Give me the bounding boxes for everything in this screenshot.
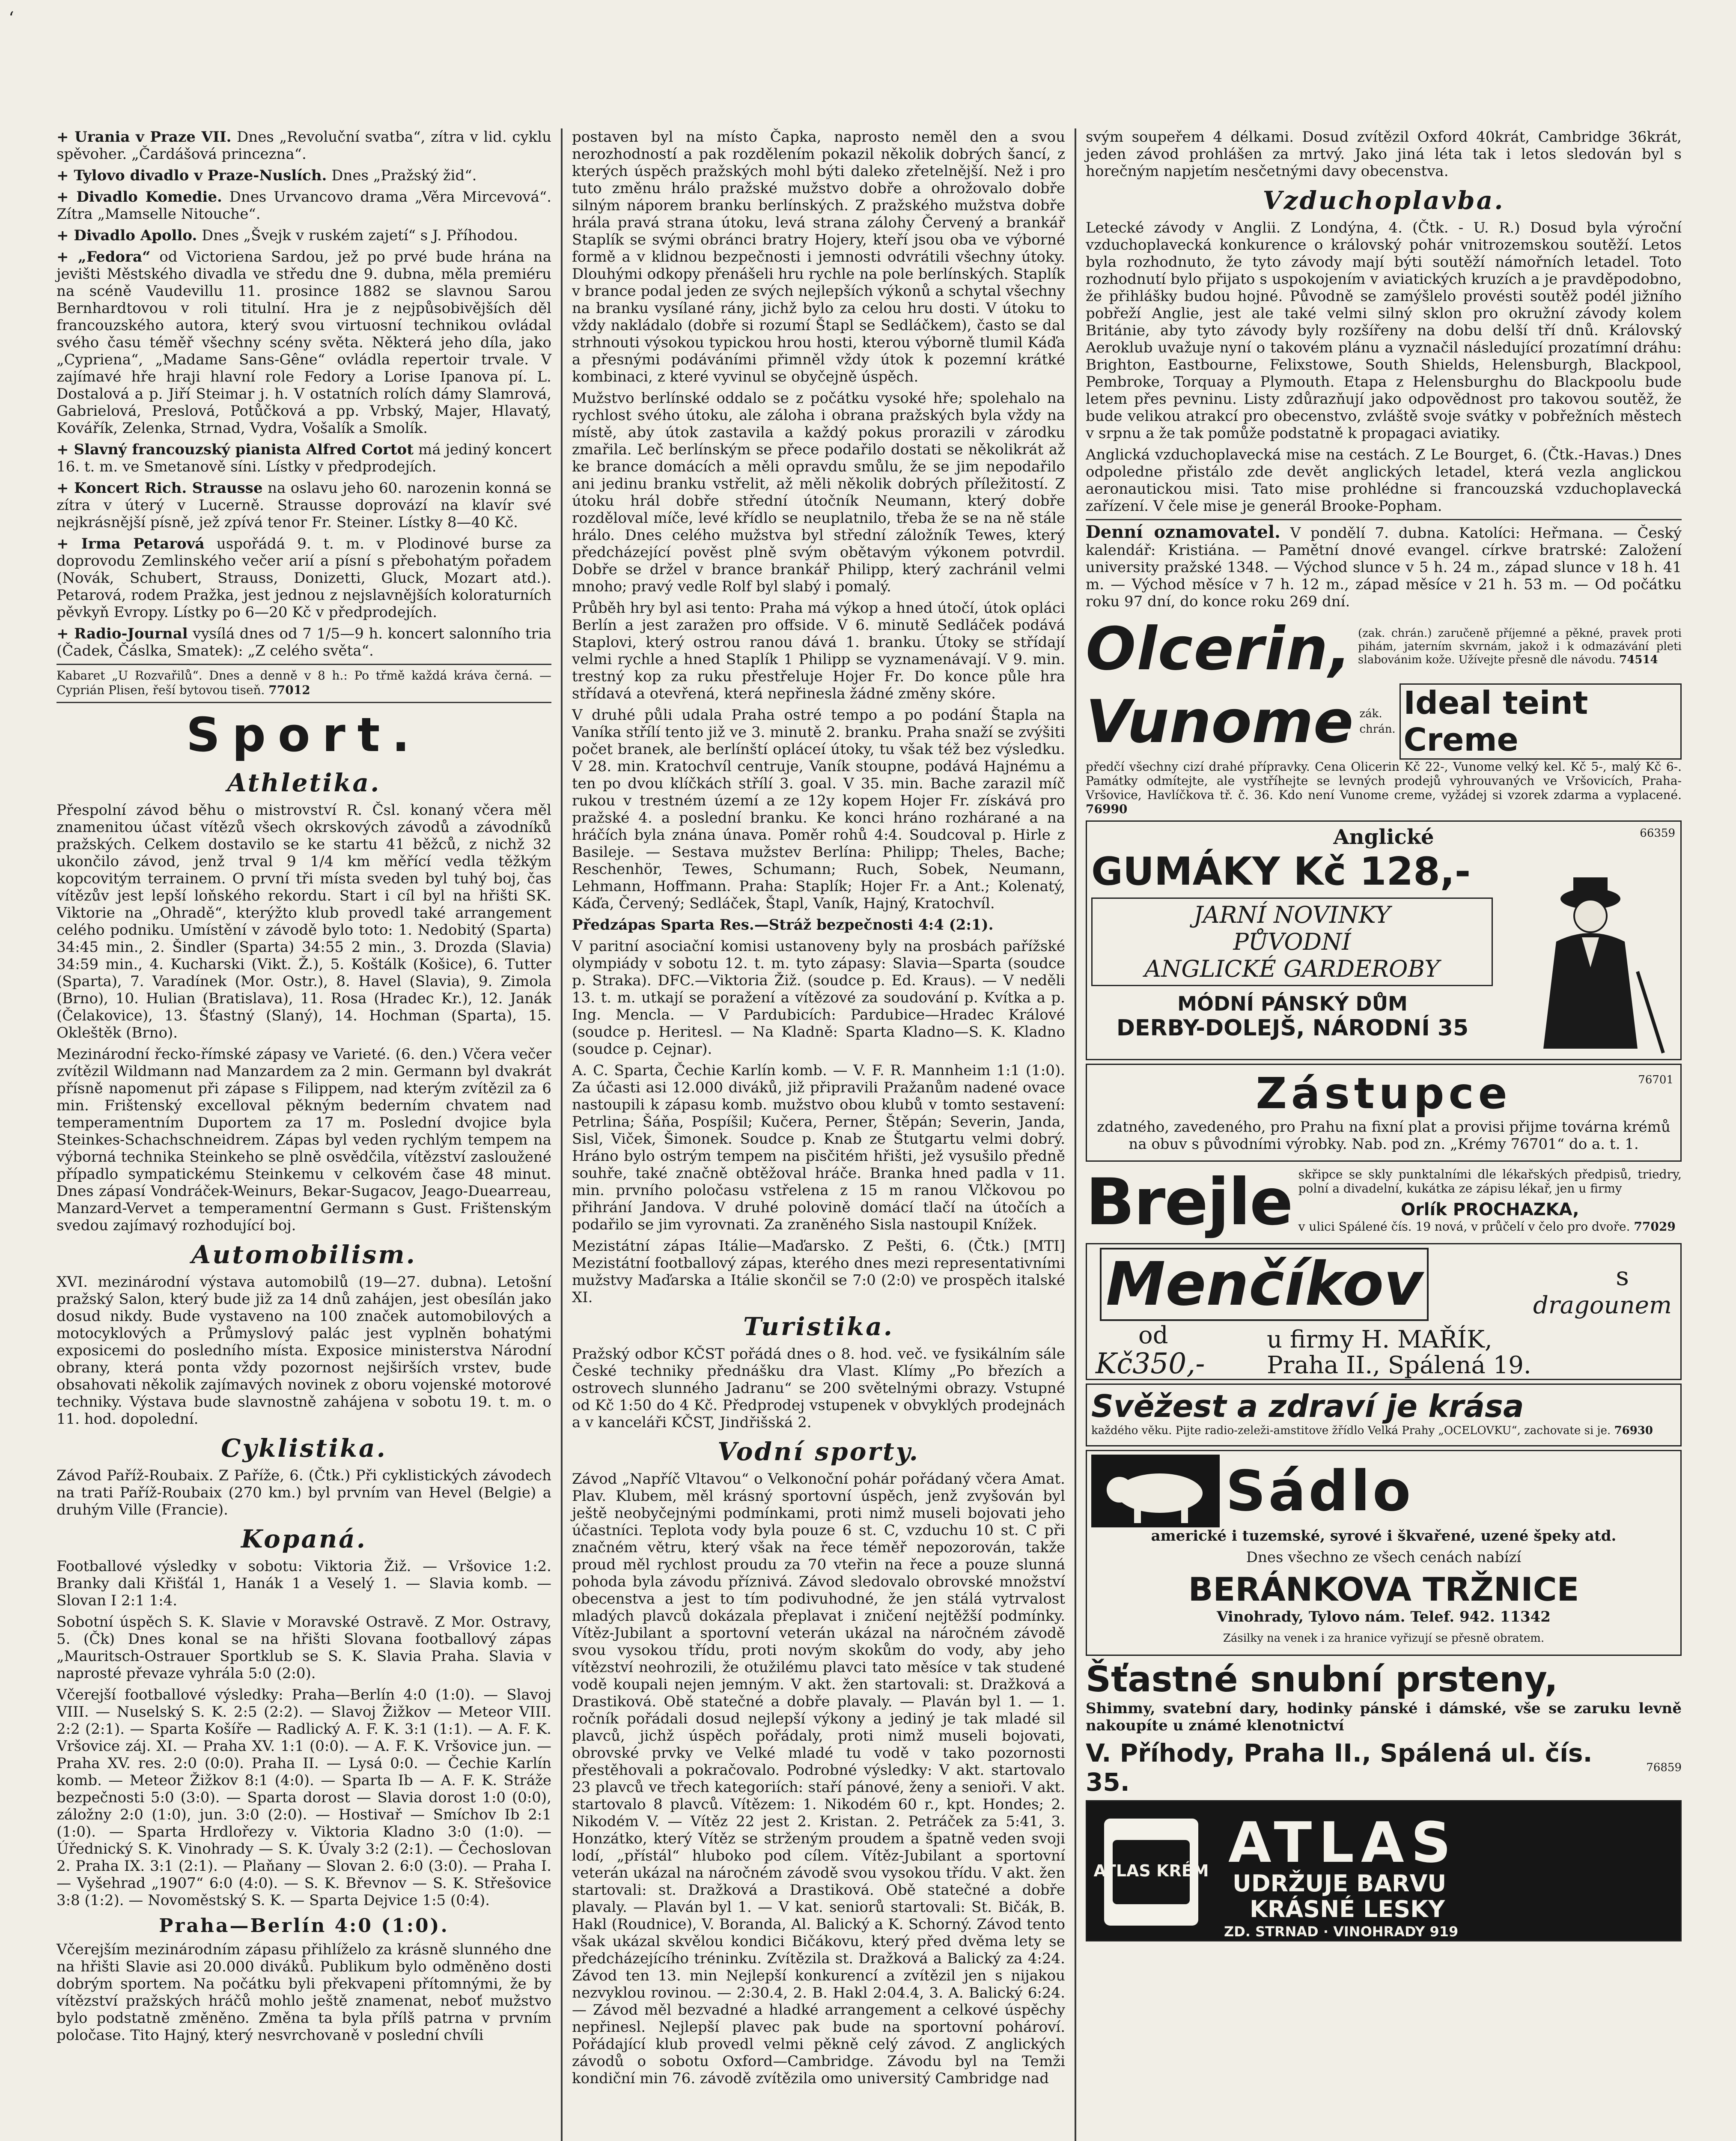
- aviation-heading: Vzduchoplavba.: [1263, 186, 1505, 215]
- match-report: Mužstvo berlínské oddalo se z počátku vysoké hře; spolehalo na rychlost svého útoku, ale záloha i obrana pražských byla vždy na místě, aby útok zastavila a každý pokus prorazili v zárodku zmařila. Leč berlínským se přece podařilo dostati se několikrát až ke brance domácích a měli opravdu smůlu, že se jim nepodařilo ani jedinu branku vstřelit, až měli několik dobrých příležitostí. Z útoku hrál dobře střední útočník Neumann, který dobře rozděloval míče, levé křídlo se neuplatnilo, třeba že se na ně stále hrálo. Dnes celého mužstva byl střední záložník Tewes, který předcházející pověst plně svým obětavým výkonem potvrdil. Dobře se držel v brance brankář Philipp, který zachránil velmi mnoho; pravý vedle Rolf byl slabý i pomalý.: [572, 390, 1065, 595]
- column-3: [1075, 128, 1691, 2141]
- match-report: V druhé půli udala Praha ostré tempo a po podání Štapla na Vaníka střílí tento již ve 3. minutě 2. branku. Praha snaží se zvýšiti počet branek, ale berlínští opláceí útoky, tu však též bez výsledku. V 28. min. Kratochvíl centruje, Vaník stoupne, podává Hajnému a ten po dvou klíčkách střílí 3. goal. V 35. min. Bache zarazil míč rukou v trestném území a ze 12y kopem Hojer Fr. získává pro pražské 4. a poslední branku. Ke konci hráno rozhárané a na hráčích byla znána únava. Poměr rohů 4:4. Soudcoval p. Hirle z Basileje. — Sestava mužstev Berlína: Philipp; Theles, Bache; Reschenhör, Tewes, Schumann; Ruch, Sobek, Neumann, Lehmann, Hoffmann. Praha: Staplík; Hojer Fr. a Ant.; Kolenatý, Káďa, Červený; Sedláček, Štapl, Vaník, Hajný, Kratochvíl.: [572, 707, 1065, 912]
- praha-berlin-heading: Praha—Berlín 4:0 (1:0).: [159, 1915, 449, 1937]
- tourism-heading: Turistika.: [743, 1312, 894, 1341]
- football-text: Sobotní úspěch S. K. Slavie v Moravské Ostravě. Z Mor. Ostravy, 5. (Čk) Dnes konal se na hřišti Slovana footballový zápas „Mauritsch-Ostrauer Sportklub se S. K. Slavia Praha. Slavia v naprosté převaze vyhrála 5:0 (2:0).: [57, 1613, 551, 1682]
- italy-hungary-text: Mezistátní zápas Itálie—Maďarsko. Z Pešti, 6. (Čtk.) [MTI] Mezistátní footballový zápas, kterého dnes mezi representativními mužstvy Maďarska a Itálie skončil se 7:0 (2:0) ve prospěch italské XI.: [572, 1237, 1065, 1306]
- mencikov-logo: Menčíkov: [1100, 1248, 1429, 1321]
- theatre-section: [57, 128, 551, 659]
- theatre-item: + Radio-Journal vysílá dnes od 7 1/5—9 h. koncert salonního tria (Čadek, Čáslka, Smatek): „Z celého světa“.: [57, 625, 551, 659]
- newspaper-page: [47, 128, 1691, 2141]
- daily-notice: Denní oznamovatel. V pondělí 7. dubna. Katolíci: Heřmana. — Český kalendář: Kristiána. — Pamětní dnové evangel. církve bratrské: Založení university pražské 1348. — Východ slunce v 5 h. 24 m., západ slunce v 18 h. 41 m. — Východ měsíce v 7 h. 12 m., západ měsíce v 21 h. 53 m. — Od počátku roku 97 dní, do konce roku 269 dní.: [1086, 522, 1682, 610]
- ideal-teint-logo: Ideal teint Creme: [1400, 683, 1682, 760]
- theatre-item: + Koncert Rich. Strausse na oslavu jeho 60. narozenin konná se zítra v úterý v Lucerně. Strausse doprovází na klavír své nejkrásnější písně, jež zpívá tenor Fr. Steiner. Lístky 8—40 Kč.: [57, 480, 551, 531]
- prematch-result: Předzápas Sparta Res.—Stráž bezpečnosti 4:4 (2:1).: [572, 916, 994, 933]
- atlas-ad: ATLAS KRÉM ATLAS UDRŽUJE BARVU KRÁSNÉ LESKY ZD. STRNAD · VINOHRADY 919: [1086, 1800, 1682, 1941]
- corner-mark: ‘: [9, 9, 14, 28]
- automobilism-text: XVI. mezinárodní výstava automobilů (19—27. dubna). Letošní pražský Salon, který bude již za 14 dnů zahájen, jest obesílán jako dosud nikdy. Bude vystaveno na 100 značek automobilových a motocyklových a Průmyslový palác jest vyplněn bohatými exposicemi do posledního místa. Exposice ministerstva Národní obrany, která ponta vždy pozornost nejširších vrstev, bude obsahovati několik zajímavých novinek z oboru vojenské motorové techniky. Výstava bude slavnostně zahájena v sobotu 19. t. m. o 11. hod. dopolední.: [57, 1273, 551, 1428]
- zastupce-ad: Zástupce 76701 zdatného, zavedeného, pro Prahu na fixní plat a provisi přijme továrna krémů na obuv s původními výrobky. Nab. pod zn. „Krémy 76701“ do a. t. 1.: [1086, 1064, 1682, 1162]
- olcerin-text: (zak. chrán.) zaručeně příjemné a pěkné, pravek proti pihám, jaterním skvrnám, jakož i k odmazávání pleti slabovánim kože. Užívejte přesně dle návodu. 74514: [1358, 627, 1682, 666]
- wrestling-text: Mezinárodní řecko-římské zápasy ve Varieté. (6. den.) Včera večer zvítězil Wildmann nad Manzardem za 2 min. Germann byl dvakrát přísně napomenut při zápase s Filippem, nad kterým zvítězil za 6 min. Frištenský excelloval pěkným bederním chvatem nad temperamentním Duportem za 17 m. Poslední dvojice byla Steinkes-Schachschneidrem. Zápas byl veden rychlým tempem na výborná technika Steinkeho se plně osvědčila, vítězství zasloužené případlo sympatickému Steinkemu v celkovém čase 48 minut. Dnes zápasí Vondráček-Weinurs, Bekar-Sugacov, Jeago-Duearreau, Manzard-Vervet a temperamentní Germann s Gust. Frištenským svedou zajímavý rozhodující boj.: [57, 1046, 551, 1234]
- match-report: postaven byl na místo Čapka, naprosto neměl den a svou nerozhodností a pak rozdělením pokazil několik dobrých šancí, z kterých úspěch pražských mohl býti daleko zřetelnější. Než i pro tuto změnu hrálo pražské mužstvo dobře a ohrožovalo dobře silným náporem branku berlínských. Z pražského mužstva dobře hrála pravá strana útoku, levá strana zálohy Červený a brankář Staplík se svými obránci bratry Hojery, kteří jsou oba ve výborné formě a v klidnou bezpečnosti i jemnosti odvrátili všechny útoky. Dlouhými odkopy přenášeli hru rychle na pole berlínských. Staplík v brance podal jeden ze svých nejlepších výkonů a schytal všechny na branku vysílané rány, jichž bylo za celou hru dosti. V útoku to vždy nakládalo (dobře si rozumí Štapl se Sedláčkem), často se dal strhnouti výsokou typickou hrou hosti, kterou výborně tlumil Káďa a přesnými podáváními přimněl vždy útok k pozemní krátké kombinaci, z které vyvinul se obyčejně úspěch.: [572, 128, 1065, 385]
- praha-berlin-text: Včerejším mezinárodním zápasu přihlíželo za krásně slunného dne na hřišti Slavie asi 20.000 diváků. Publikum bylo odměněno dosti dobrým sportem. Na počátku byli překvapeni přítomnými, že by vítězství pražských hráčů mohlo ještě znamenat, neboť mužstvo bylo podstatně změněno. Změna ta byla přílš patrna v prvním poločase. Tito Hajný, který nesvrchovaně v poslední chvíli: [57, 1941, 551, 2044]
- olcerin-ad: Olcerin, (zak. chrán.) zaručeně příjemné a pěkné, pravek proti pihám, jaterním skvrnám, jakož i k odmazávání pleti slabovánim kože. Užívejte přesně dle návodu. 74514 Vunome zák. chrán. Ideal teint Creme předčí všechny cizí drahé přípravky. Cena Olicerin Kč 22-, Vunome velký kel. Kč 5-, malý Kč 6-. Památky odmítejte, ale vystříhejte se levných prodejů vyhrouvaných ve Vršovicích, Praha-Vršovice, Havlíčkova tř. č. 36. Kdo není Vunome creme, vyžádej si vzorek zdarma a vyplacené. 76990: [1086, 614, 1682, 816]
- theatre-item: + „Fedora“ od Victoriena Sardou, jež po prvé bude hrána na jevišti Městského divadla ve středu dne 9. dubna, měla premiéru na scéně Vaudevillu 11. prosince 1882 se slavnou Sarou Bernhardtovou v roli titulní. Hra je z nejpůsobivějších děl francouzského autora, který svou virtuosní technikou ovládal svého času téměř všechny scény světa. Některá jeho díla, jako „Cypriena“, „Madame Sans-Gêne“ ovládla repertoir trvale. V zajímavé hře hraji hlavní role Fedory a Lorise Ipanova pí. L. Dostalová a p. Jiří Steimar j. h. V ostatních rolích dámy Slamrová, Gabrielová, Preslová, Potůčková a pp. Vrbský, Majer, Hlavatý, Kovářík, Zelenka, Strnad, Vydra, Vošalík a Smolík.: [57, 248, 551, 437]
- cycling-heading: Cyklistika.: [221, 1434, 387, 1463]
- theatre-item: + Divadlo Komedie. Dnes Urvancovo drama „Věra Mircevová“. Zítra „Mamselle Nitouche“.: [57, 188, 551, 223]
- tourism-text: Pražský odbor KČST pořádá dnes o 8. hod. več. ve fysikálním sále České techniky přednášku dra Vlast. Klímy „Po březích a ostrovech slunného Jadranu“ se 200 světelnými obrazy. Vstupné od Kč 1:50 do 4 Kč. Předprodej vstupenek v obvyklých prodejnách a v kanceláři KČST, Jindřišská 2.: [572, 1345, 1065, 1431]
- athletics-text: Přespolní závod běhu o mistrovství R. Čsl. konaný včera měl znamenitou účast vítězů všech okrskových závodů a závodníků pražských. Celkem dostavilo se ke startu 41 běžců, z nichž 32 ukončilo závod, jenž trval 9 1/4 km měřící vedla těžkým kopcovitým terrainem. O první tři místa sveden byl tuhý boj, čas vítězův jest lepší loňského rekordu. Start i cíl byl na hřišti SK. Viktorie na „Ohradě“, kterýžto klub provedl také arrangement celého podniku. Umístění v závodě bylo toto: 1. Nedobitý (Sparta) 34:45 min., 2. Šindler (Sparta) 34:55 2 min., 3. Drozda (Slavia) 34:59 min., 4. Kucharski (Vikt. Ž.), 5. Koštálk (Košice), 6. Tutter (Sparta), 7. Varadínek (Mor. Ostr.), 8. Havel (Slavia), 9. Zimola (Brno), 10. Hulian (Bratislava), 11. Rosa (Hradec Kr.), 12. Janák (Čelakovice), 13. Šťastný (Slaný), 14. Hochman (Sparta), 15. Okleštěk (Brno).: [57, 802, 551, 1041]
- oxford-text: svým soupeřem 4 délkami. Dosud zvítězil Oxford 40krát, Cambridge 36krát, jeden závod prohlášen za mrtvý. Jako jiná léta tak i letos sledován byl s horečným napjetím nesčetnými davy obecenstva.: [1086, 128, 1682, 180]
- column-1: [47, 128, 561, 2141]
- cycling-text: Závod Paříž-Roubaix. Z Paříže, 6. (Čtk.) Při cyklistických závodech na trati Paříž-Roubaix (270 km.) byl prvním van Hevel (Belgie) a druhým Ville (Francie).: [57, 1467, 551, 1518]
- aviation-text: Letecké závody v Anglii. Z Londýna, 4. (Čtk. - U. R.) Dosud byla výroční vzduchoplavecká konkurence o královský pohár vnitrozemskou soutěží. Letos byla rozhodnuto, že tyto závody mají býti soutěží námořních letadel. Toto rozhodnutí bylo přijato s uspokojením v aviatických kruzích a je pravděpodobno, že přihlášky budou hojné. Původně se zamýšlelo provésti soutěž podél jižního pobřeží Anglie, jest ale také velmi silný sklon pro okružní závody kolem Británie, aby tyto závody byly rozšířeny na dobu delší tří dnů. Královský Aeroklub uvažuje nyní o takovém plánu a vyznačil následující prozatímní dráhu: Brighton, Eastbourne, Felixstowe, South Shields, Helensburgh, Blackpool, Pembroke, Torquay a Plymouth. Etapa z Helensburghu do Blackpoolu bude letem přes pevninu. Listy zdůrazňují jako odpovědnost pro takovou soutěž, že bude velikou atrakcí pro obecenstvo, zvláště svoje svátky v pobřežních městech v srpnu a že tak pomůže podstatně k propagaci aviatiky.: [1086, 219, 1682, 442]
- gumaky-title: GUMÁKY Kč 128,-: [1091, 849, 1471, 894]
- water-sports-text: Závod „Napříč Vltavou“ o Velkonoční pohár pořádaný včera Amat. Plav. Klubem, měl krásný sportovní úspěch, jenž zvyšován byl ještě neobyčejnými podmínkami, proti nimž museli bojovati jeho účastníci. Teplota vody byla pouze 6 st. C, vzduchu 10 st. C při značném větru, který však na řece téměř nepozorován, takže proud měl rychlost proudu za 70 vteřin na řece a pouze slunná pohoda byla závodu příznivá. Závod sledovalo obrovské množství obecenstva a jest to tím podivuhodné, že jen stálá vytrvalost mladých plavců dokázala přeplavat i zničení nejtěžší podmínky. Vítěz-Jubilant a sportovní veterán ukázal na náročném závodě svou vysokou třídu, proti novým skokům do vody, aby jeho vítězství neohrozili, že otužilému plavci tato měsíce v tak studené vodě koupali nejen jemným. V akt. žen startovali: st. Dražková a Drastiková. Obě statečné a dobře plavaly. — Plaván byl 1. — 1. ročník pořádali dosud nejlepší výkony a jediný je tak mladé sil plavců, jichž úspěch pořádaly, proti nimž museli bojovati, obrovské prvky ve Velké mladé tu vodě v tako pozornosti přestěhovali a pokračovalo. Podrobné výsledky: V akt. startovalo 23 plavců ve třech kategoriích: staří pánové, ženy a senioři. V akt. startovalo 8 plavců. Vítězem: 1. Nikodém 60 r., kpt. Hondes; 2. Nikodém V. — Vítěz 22 jest 2. Kristan. 2. Petráček za 5:41, 3. Honzátko, který Vítěz se strženým proudem a špatně veden svoji lodí, „přístál“ hluboko pod cílem. Vítěz-Jubilant a sportovní veterán ukázal na náročném závodě svou vysokou třídu. V akt. žen startovali: st. Dražková a Drastiková. Obě statečné a dobře plavaly. — Plaván byl 1. — V kat. seniorů startovali: St. Bičák, B. Hakl (Roudnice), V. Boranda, Al. Balický a K. Schorný. Závod tento však ukázal skvělou kondici Bičákovu, který před dvěma lety se předcházejícího tréninku. Zvítězila st. Dražková a Balický za 4:24. Závod ten 13. min Nejlepší konkurencí a zvítězil jen s nijakou nezvyklou rovinou. — 2:30.4, 2. B. Hakl 2:04.4, 3. A. Balický 6:24. — Závod měl bezvadné a hladké arrangement a celkové úspěchy nepřinesl. Nejlepší plavec pak bude na sportovní pohároví. Pořádající klub provedl velmi pěkně celý závod. Z anglických závodů o sobotu Oxford—Cambridge. Závodu byl na Temži kondiční min 76. závodě zvítězila omo universitý Cambridge nad: [572, 1470, 1065, 2087]
- football-text: Footballové výsledky v sobotu: Viktoria Žiž. — Vršovice 1:2. Branky dali Křišťál 1, Hanák 1 a Veselý 1. — Slavia komb. — Slovan I 2:1 1:4.: [57, 1558, 551, 1609]
- atlas-tin-illustration: [1093, 1814, 1209, 1930]
- theatre-item: + Slavný francouzský pianista Alfred Cortot má jediný koncert 16. t. m. ve Smetanově síni. Lístky v předprodejích.: [57, 441, 551, 475]
- athletics-heading: Athletika.: [227, 768, 381, 797]
- football-heading: Kopaná.: [241, 1524, 367, 1554]
- automobilism-heading: Automobilism.: [191, 1240, 417, 1269]
- theatre-item: + Tylovo divadlo v Praze-Nuslích. Dnes „Pražský žid“.: [57, 167, 477, 184]
- mencikov-ad: Menčíkov s dragounem od Kč350,- u firmy H. MAŘÍK, Praha II., Spálená 19.: [1086, 1243, 1682, 1380]
- sport-heading: Sport.: [186, 707, 422, 762]
- sadlo-ad: Sádlo americké i tuzemské, syrové i škvařené, uzené špeky atd. Dnes všechno ze všech cenách nabízí BERÁNKOVA TRŽNICE Vinohrady, Tylovo nám. Telef. 942. 11342 Zásilky na venek i za hranice vyřizují se přesně obratem.: [1086, 1450, 1682, 1656]
- pig-illustration: [1091, 1455, 1220, 1527]
- fixtures-text: V paritní asociační komisi ustanoveny byly na prosbách pařížské olympiády v sobotu 12. t. m. tyto zápasy: Slavia—Sparta (soudce p. Straka). DFC.—Viktoria Žiž. (soudce p. Ed. Kraus). — V neděli 13. t. m. utkají se poražení a vítězové za soudování p. Kvítka a p. Ing. Mencla. — V Pardubicích: Pardubice—Hradec Králové (soudce p. Heritesl. — Na Kladně: Sparta Kladno—S. K. Kladno (soudce p. Cejnar).: [572, 938, 1065, 1058]
- theatre-item: + Divadlo Apollo. Dnes „Švejk v ruském zajetí“ s J. Příhodou.: [57, 227, 518, 244]
- sparta-mannheim-text: A. C. Sparta, Čechie Karlín komb. — V. F. R. Mannheim 1:1 (1:0). Za účasti asi 12.000 diváků, již připravili Pražanům nadené ovace nastoupili k zápasu komb. mužstvo obou klubů v tomto sestavení: Petrlina; Šáňa, Pospíšil; Kučera, Perner, Štěpán; Severin, Janda, Sisl, Viček, Šimonek. Soudce p. Knab ze Štutgartu velmi dobrý. Hráno bylo ostrým tempem na pisčitém hřišti, jež vysušilo předně souhře, také značně obtěžoval hráče. Branka hned padla v 11. min. prvního poločasu vstřelena z 15 m ranou Vlčkovou po přihrání Jandova. V druhé polovině domácí tlačí na útočích a podařilo se jim vyrovnati. Za zraněného Sisla nastoupil Knížek.: [572, 1062, 1065, 1233]
- column-2: [561, 128, 1075, 2141]
- atlas-tin-label: ATLAS KRÉM: [1093, 1861, 1209, 1880]
- kabaret-ad: Kabaret „U Rozvařilů“. Dnes a denně v 8 h.: Po třmě každá kráva černá. — Cyprián Plisen, řeší bytovou tiseň. 77012: [57, 668, 551, 697]
- vunome-text: předčí všechny cizí drahé přípravky. Cena Olicerin Kč 22-, Vunome velký kel. Kč 5-, malý Kč 6-. Památky odmítejte, ale vystříhejte se levných prodejů vyhrouvaných ve Vršovicích, Praha-Vršovice, Havlíčkova tř. č. 36. Kdo není Vunome creme, vyžádej si vzorek zdarma a vyplacené. 76990: [1086, 760, 1682, 816]
- water-sports-heading: Vodní sporty.: [718, 1437, 920, 1466]
- gumaky-ad: Anglické 66359 GUMÁKY Kč 128,- JARNÍ NOVINKY PŮVODNÍ ANGLICKÉ GARDEROBY MÓDNÍ PÁNSKÝ DŮM DERBY-DOLEJŠ, NÁRODNÍ 35: [1086, 820, 1682, 1060]
- gumaky-label: Anglické: [1333, 825, 1434, 849]
- svezest-ad: Svěžest a zdraví je krása každého věku. Pijte radio-zeleži-amstitove žřídlo Velká Prahy „OCELOVKU“, zachovate si je. 76930: [1086, 1384, 1682, 1446]
- theatre-item: + Irma Petarová uspořádá 9. t. m. v Plodinové burse za doprovodu Zemlinského večer arií a písní s přebohatým pořadem (Novák, Schubert, Strauss, Donizetti, Gluck, Mozart atd.). Petarová, rodem Pražka, jest jednou z nejslavnějších koloraturních pěvkyň Evropy. Lístky po 6—20 Kč v předprodejích.: [57, 535, 551, 621]
- vunome-logo: Vunome: [1086, 687, 1354, 756]
- gentleman-illustration: [1509, 869, 1672, 1057]
- prsteny-ad: Šťastné snubní prsteny, Shimmy, svatební dary, hodinky pánské i dámské, vše se zaruku levně nakoupíte u známé klenotnictví V. Příhody, Praha II., Spálená ul. čís. 35. 76859: [1086, 1659, 1682, 1797]
- olcerin-logo: Olcerin,: [1086, 614, 1352, 683]
- garderoby-box: JARNÍ NOVINKY PŮVODNÍ ANGLICKÉ GARDEROBY: [1091, 898, 1493, 986]
- brejle-ad: Brejle skřipce se skly punktalními dle lékařských předpisů, triedry, polní a divadelní, kukátka ze zápisu lékař, jen u firmy Orlík PROCHAZKA, v ulici Spálené čís. 19 nová, v průčelí v čelo pro dvoře. 77029: [1086, 1165, 1682, 1240]
- theatre-item: + Urania v Praze VII. Dnes „Revoluční svatba“, zítra v lid. cyklu spěvoher. „Čardášová princezna“.: [57, 128, 551, 163]
- football-text: Včerejší footballové výsledky: Praha—Berlín 4:0 (1:0). — Slavoj VIII. — Nuselský S. K. 2:5 (2:2). — Slavoj Žižkov — Meteor VIII. 2:2 (2:1). — Sparta Košíře — Radlický A. F. K. 3:1 (1:1). — A. F. K. Vršovice záj. XI. — Praha XV. 1:1 (0:0). — A. F. K. Vršovice jun. — Praha XV. res. 2:0 (0:0). Praha II. — Lysá 0:0. — Čechie Karlín komb. — Meteor Žižkov 8:1 (4:0). — Sparta Ib — A. F. K. Stráže bezpečnosti 5:0 (3:0). — Sparta dorost — Slavia dorost 1:0 (0:0), záložny 2:0 (1:0), jun. 3:0 (2:0). — Hostivař — Smíchov Ib 2:1 (1:0). — Sparta Hrdlořezy v. Viktoria Kladno 3:0 (1:0). — Úřednický S. K. Vinohrady — S. K. Úvaly 3:2 (2:1). — Čechoslovan 2. Praha IX. 3:1 (2:1). — Plaňany — Slovan 2. 6:0 (3:0). — Praha I. — Vyšehrad „1907“ 6:0 (4:0). — S. K. Břevnov — S. K. Střešovice 3:8 (1:2). — Novoměstský S. K. — Sparta Dejvice 1:5 (0:4).: [57, 1686, 551, 1909]
- aviation-text-2: Anglická vzduchoplavecká mise na cestách. Z Le Bourget, 6. (Čtk.-Havas.) Dnes odpoledne přistálo zde devět anglických letadel, která vezla anglickou aeronautickou misi. Tato mise prohlédne si francouzská vzduchoplavecká zařízení. V čele mise je generál Brooke-Popham.: [1086, 446, 1682, 515]
- match-report: Průběh hry byl asi tento: Praha má výkop a hned útočí, útok opláci Berlín a jest zaražen pro offside. V 6. minutě Sedláček podává Staplovi, který ostrou ranou dává 1. branku. Útoky se střídají velmi rychle a hned Staplík 1 Philipp se vyznamenávají. V 9. min. trestný kop za ruku přestřeluje Hojer Fr. Do konce půle hra střídavá a otevřená, která nepřinesla žádné změny skóre.: [572, 599, 1065, 702]
